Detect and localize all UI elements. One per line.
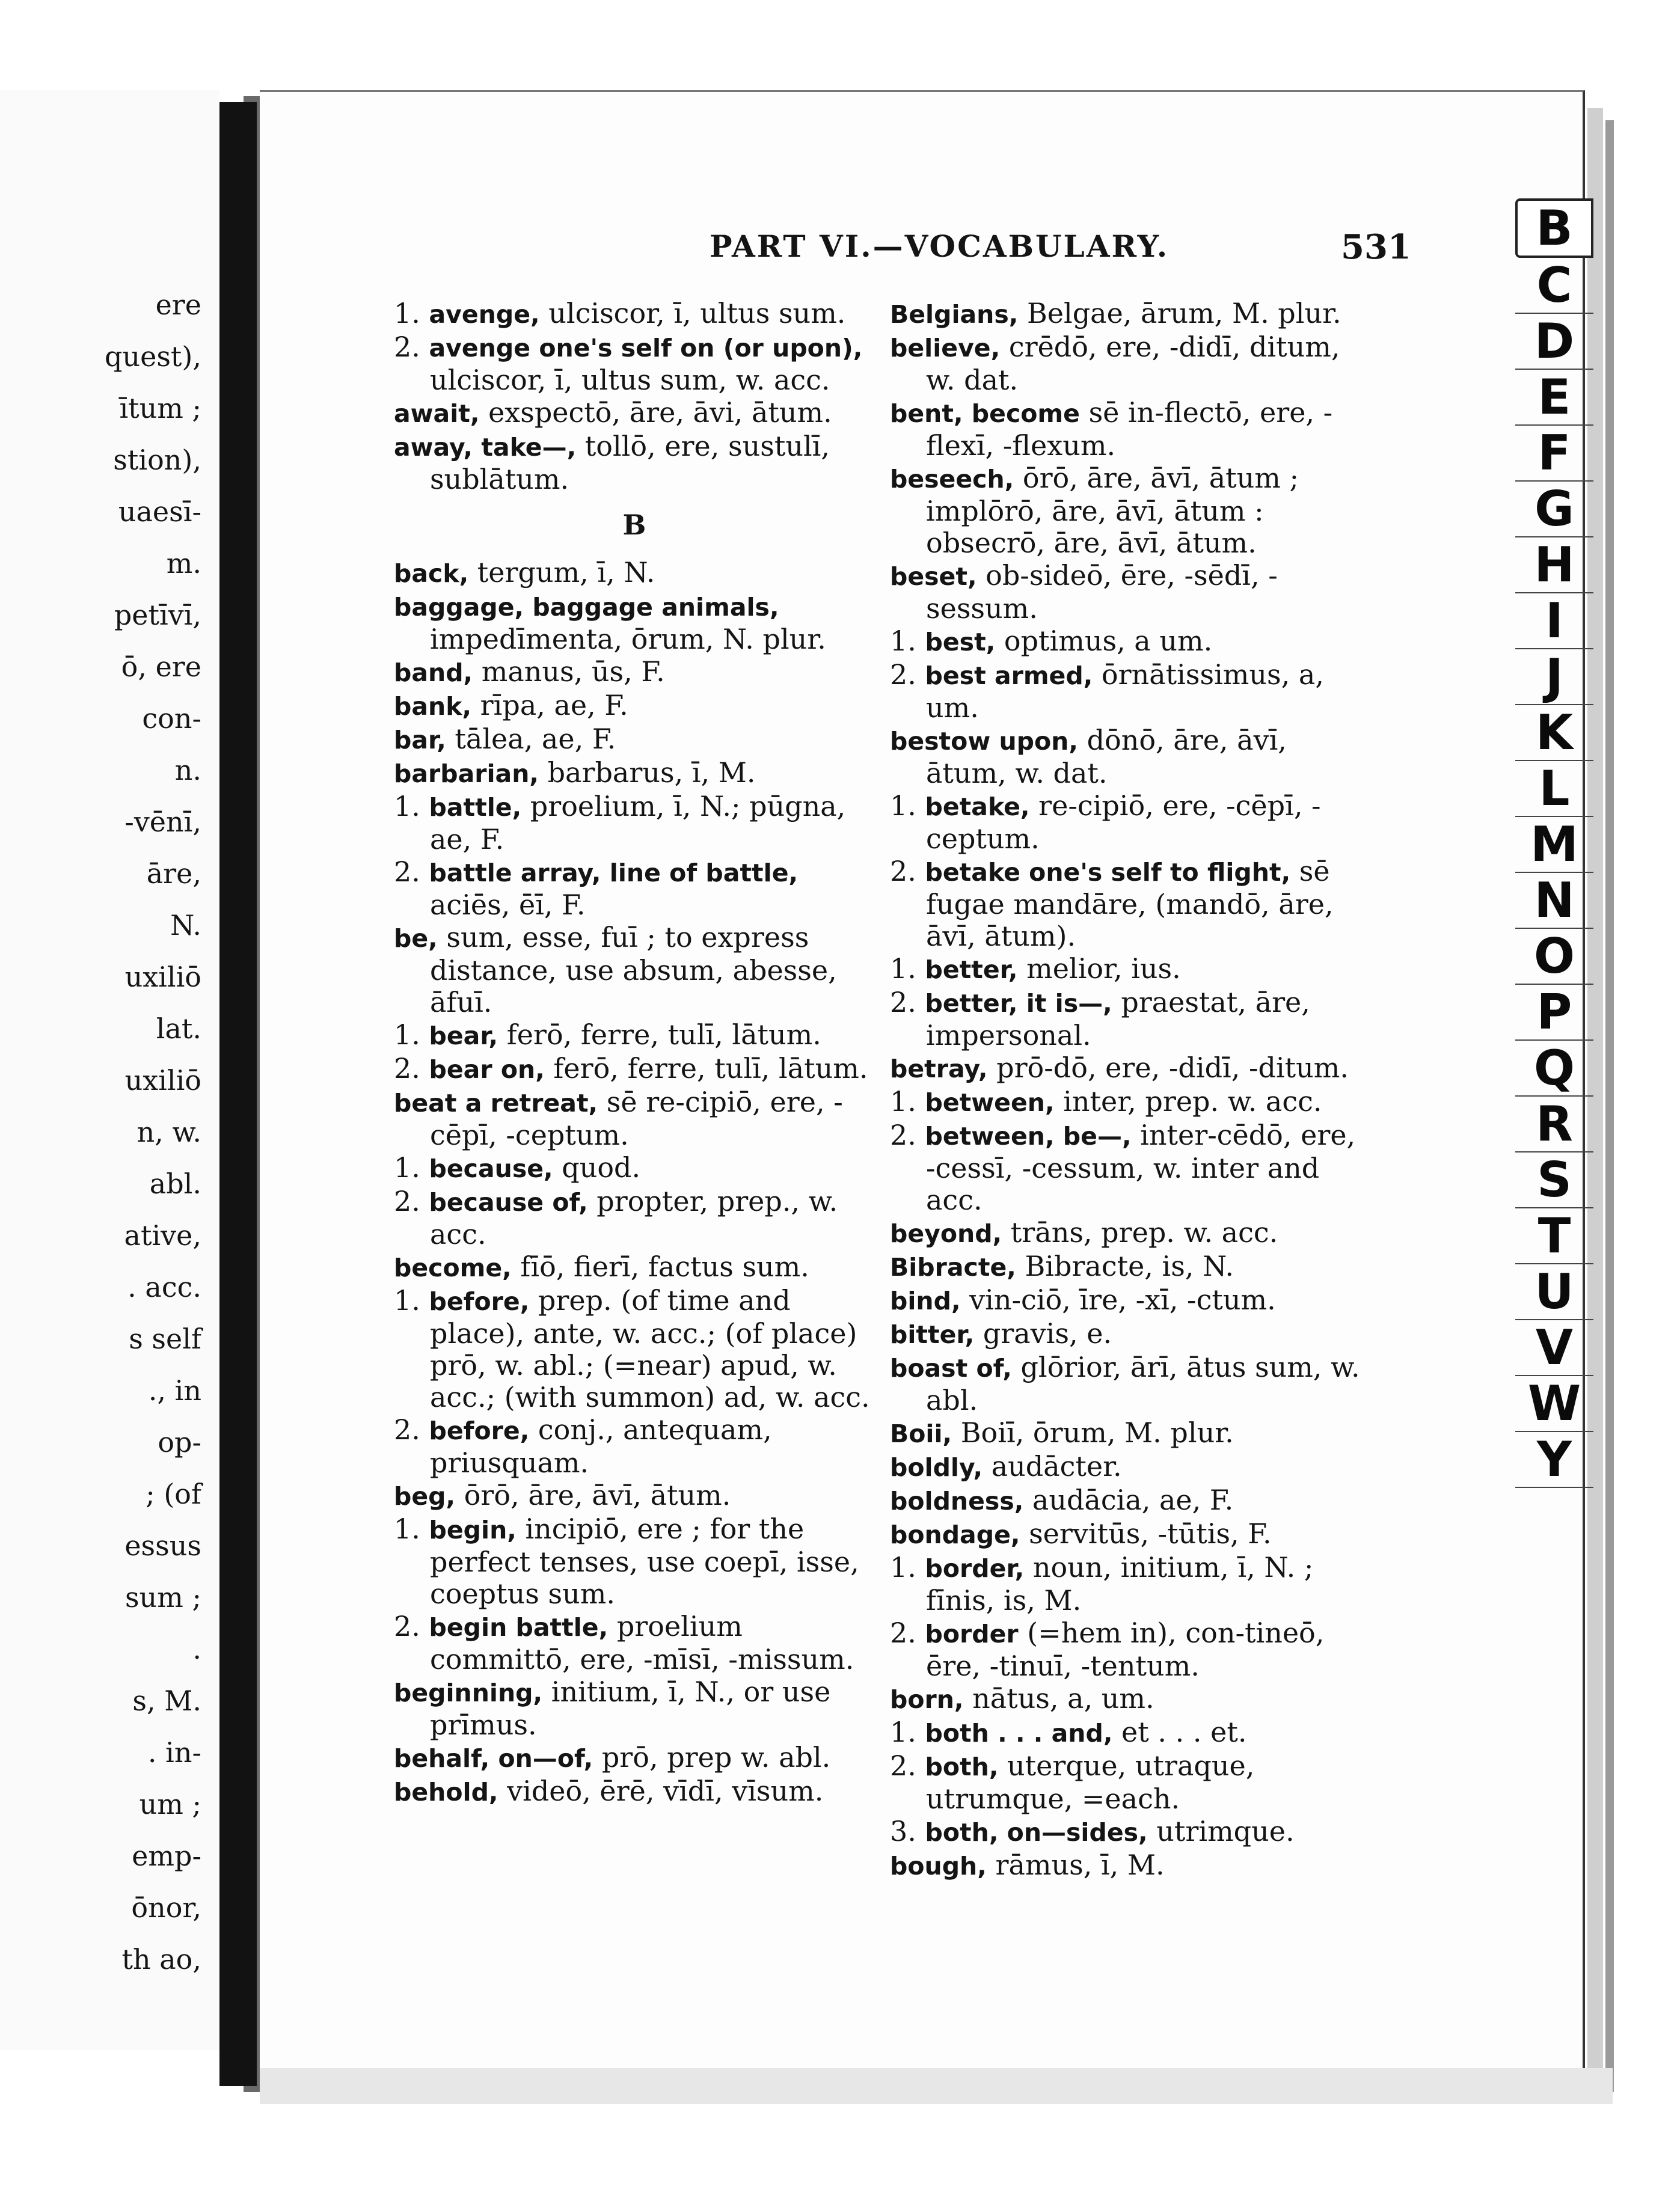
entry-headword: both . . . and, xyxy=(925,1719,1113,1748)
entry-headword: beseech, xyxy=(890,465,1014,494)
entry-headword: band, xyxy=(394,658,473,687)
left-page-text-fragment: . xyxy=(192,1633,201,1665)
left-page-text-fragment: s, M. xyxy=(132,1685,201,1717)
vocab-entry xyxy=(890,1284,1371,1317)
left-page-text-fragment: ere xyxy=(155,289,201,321)
entry-headword: between, xyxy=(925,1088,1055,1117)
vocab-entry xyxy=(394,1186,875,1250)
page-edge-dark xyxy=(1605,120,1614,2092)
entry-number: 1. xyxy=(890,1551,925,1584)
entry-headword: begin battle, xyxy=(429,1613,609,1642)
entry-number: 1. xyxy=(394,1513,429,1545)
entry-headword: before, xyxy=(429,1416,530,1445)
entry-definition: praestat, āre, impersonal. xyxy=(926,986,1310,1051)
thumb-tab-v[interactable]: V xyxy=(1515,1320,1593,1376)
entry-definition: sē fugae mandāre, (mandō, āre, āvī, ātum). xyxy=(926,855,1334,952)
entry-number: 1. xyxy=(394,1284,429,1317)
entry-definition: conj., antequam, priusquam. xyxy=(430,1413,772,1479)
vocab-entry xyxy=(890,659,1371,724)
entry-number: 1. xyxy=(394,1018,429,1051)
entry-definition: incipiō, ere ; for the perfect tenses, use coepī, isse, coeptus sum. xyxy=(430,1513,859,1610)
left-page-text-fragment: uaesī- xyxy=(118,495,201,528)
left-page-text-fragment: abl. xyxy=(149,1168,201,1200)
thumb-tab-e[interactable]: E xyxy=(1515,370,1593,426)
entry-headword: be, xyxy=(394,924,438,953)
entry-definition: uterque, utraque, utrumque, =each. xyxy=(926,1749,1255,1815)
vocab-entry xyxy=(394,430,875,495)
left-page-text-fragment: op- xyxy=(158,1426,201,1459)
entry-headword: bitter, xyxy=(890,1320,975,1349)
entry-definition: Boiī, ōrum, M. plur. xyxy=(960,1416,1234,1449)
vocab-entry xyxy=(890,1683,1371,1716)
left-page-text-fragment: th ao, xyxy=(121,1943,201,1976)
entry-headword: boldness, xyxy=(890,1487,1024,1516)
entry-headword: Boii, xyxy=(890,1419,952,1448)
entry-definition: fīō, fierī, factus sum. xyxy=(520,1250,809,1283)
left-page-text-fragment: stion), xyxy=(113,444,201,476)
vocab-entry xyxy=(394,1480,875,1513)
left-page-text-fragment: ītum ; xyxy=(119,392,201,424)
left-page-text-fragment: uxiliō xyxy=(124,1064,201,1097)
left-page-text-fragment: con- xyxy=(142,702,201,735)
entry-headword: back, xyxy=(394,559,469,588)
vocab-entry xyxy=(394,557,875,590)
entry-headword: avenge, xyxy=(429,300,540,329)
entry-definition: ōrō, āre, āvī, ātum ; implōrō, āre, āvī, ātum : obsecrō, āre, āvī, ātum. xyxy=(926,462,1299,559)
entry-definition: glōrior, ārī, ātus sum, w. abl. xyxy=(926,1351,1360,1416)
left-page-fragment xyxy=(0,90,219,2050)
vocab-entry xyxy=(890,1716,1371,1749)
entry-definition: videō, ērē, vīdī, vīsum. xyxy=(507,1775,824,1807)
vocab-entry xyxy=(890,1484,1371,1517)
entry-number: 1. xyxy=(394,790,429,822)
entry-definition: inter-cēdō, ere, -cessī, -cessum, w. inter and acc. xyxy=(926,1119,1356,1216)
entry-definition: dōnō, āre, āvī, ātum, w. dat. xyxy=(926,724,1287,789)
entry-headword: bestow upon, xyxy=(890,727,1078,756)
entry-headword: bar, xyxy=(394,726,446,755)
entry-headword: baggage, baggage animals, xyxy=(394,593,779,622)
entry-number: 1. xyxy=(394,297,429,329)
vocab-entry xyxy=(890,1617,1371,1682)
entry-number: 2. xyxy=(394,1610,429,1642)
entry-headword: beset, xyxy=(890,562,977,591)
entry-definition: audācia, ae, F. xyxy=(1032,1484,1234,1516)
entry-headword: bank, xyxy=(394,692,472,721)
left-page-text-fragment: ; (of xyxy=(146,1478,201,1510)
entry-definition: ferō, ferre, tulī, lātum. xyxy=(506,1018,821,1051)
thumb-tab-h[interactable]: H xyxy=(1515,537,1593,593)
vocab-entry xyxy=(890,1518,1371,1551)
entry-definition: optimus, a um. xyxy=(1004,625,1213,657)
entry-number: 2. xyxy=(890,986,925,1018)
book-spine xyxy=(219,102,257,2086)
thumb-tab-o[interactable]: O xyxy=(1515,929,1593,985)
entry-headword: betray, xyxy=(890,1054,988,1083)
entry-headword: boldly, xyxy=(890,1453,983,1482)
left-page-text-fragment: emp- xyxy=(132,1840,201,1872)
left-page-text-fragment: N. xyxy=(170,909,201,941)
thumb-index xyxy=(1515,198,1593,1488)
left-page-text-fragment: sum ; xyxy=(125,1581,201,1614)
vocab-entry xyxy=(394,856,875,921)
entry-definition: propter, prep., w. acc. xyxy=(430,1185,838,1250)
vocab-entry xyxy=(890,1417,1371,1450)
entry-definition: rīpa, ae, F. xyxy=(480,689,628,721)
entry-definition: trāns, prep. w. acc. xyxy=(1010,1216,1278,1249)
left-page-text-fragment: lat. xyxy=(156,1012,201,1045)
entry-definition: initium, ī, N., or use prīmus. xyxy=(430,1676,831,1741)
entry-number: 2. xyxy=(394,856,429,888)
vocab-entry xyxy=(890,397,1371,462)
entry-definition: servitūs, -tūtis, F. xyxy=(1029,1517,1272,1550)
thumb-tab-n[interactable]: N xyxy=(1515,873,1593,929)
entry-definition: re-cipiō, ere, -cēpī, -ceptum. xyxy=(926,789,1321,855)
vocab-entry xyxy=(394,1086,875,1151)
entry-headword: before, xyxy=(429,1287,530,1316)
vocab-entry xyxy=(394,757,875,790)
vocab-entry xyxy=(394,1285,875,1413)
entry-headword: best, xyxy=(925,628,996,657)
entry-definition: proelium, ī, N.; pūgna, ae, F. xyxy=(430,790,846,856)
entry-definition: utrimque. xyxy=(1156,1815,1295,1847)
entry-definition: (=hem in), con-tineō, ēre, -tinuī, -tentum. xyxy=(926,1617,1325,1682)
thumb-tab-r[interactable]: R xyxy=(1515,1097,1593,1152)
entry-headword: beginning, xyxy=(394,1679,543,1707)
entry-definition: Bibracte, is, N. xyxy=(1025,1250,1234,1282)
vocab-entry xyxy=(890,331,1371,396)
vocab-entry xyxy=(394,590,875,655)
entry-headword: battle, xyxy=(429,793,522,822)
entry-number: 1. xyxy=(394,1151,429,1184)
left-page-text-fragment: āre, xyxy=(146,857,201,890)
entry-headword: barbarian, xyxy=(394,759,539,788)
entry-headword: bondage, xyxy=(890,1520,1020,1549)
entry-definition: prō, prep w. abl. xyxy=(601,1741,831,1774)
vocab-entry xyxy=(890,625,1371,658)
entry-headword: bear on, xyxy=(429,1055,545,1084)
entry-definition: noun, initium, ī, N. ; fīnis, is, M. xyxy=(926,1551,1314,1617)
vocab-entry xyxy=(890,560,1371,625)
entry-definition: ferō, ferre, tulī, lātum. xyxy=(553,1052,868,1085)
vocab-entry xyxy=(890,1250,1371,1284)
entry-headword: beyond, xyxy=(890,1219,1002,1248)
entry-definition: ōrō, āre, āvī, ātum. xyxy=(464,1479,731,1511)
left-page-text-fragment: . in- xyxy=(147,1736,201,1769)
entry-number: 2. xyxy=(890,1119,925,1151)
vocab-entry xyxy=(890,1052,1371,1085)
entry-number: 2. xyxy=(890,1617,925,1649)
thumb-tab-s[interactable]: S xyxy=(1515,1152,1593,1208)
vocabulary-column-left xyxy=(394,298,875,1809)
entry-definition: et . . . et. xyxy=(1121,1716,1247,1748)
entry-headword: bind, xyxy=(890,1287,961,1315)
vocab-entry xyxy=(394,298,875,331)
vocab-entry xyxy=(890,1086,1371,1119)
thumb-tab-y[interactable]: Y xyxy=(1515,1432,1593,1488)
entry-headword: bear, xyxy=(429,1021,498,1050)
entry-number: 2. xyxy=(394,1413,429,1446)
entry-definition: exspectō, āre, āvi, ātum. xyxy=(488,396,832,429)
entry-number: 2. xyxy=(394,331,429,363)
entry-definition: sē re-cipiō, ere, -cēpī, -ceptum. xyxy=(430,1086,843,1151)
entry-definition: prep. (of time and place), ante, w. acc.; (of place) prō, w. abl.; (=near) apud, w. acc.; (with summon) ad, w. acc. xyxy=(430,1284,870,1413)
entry-headword: born, xyxy=(890,1685,964,1714)
entry-number: 1. xyxy=(890,625,925,657)
thumb-tab-p[interactable]: P xyxy=(1515,985,1593,1041)
entry-number: 2. xyxy=(394,1052,429,1085)
vocab-entry xyxy=(890,298,1371,331)
thumb-tab-b[interactable]: B xyxy=(1515,198,1593,258)
vocab-entry xyxy=(394,656,875,689)
vocab-entry xyxy=(394,1019,875,1052)
entry-definition: quod. xyxy=(562,1151,641,1184)
vocab-entry xyxy=(394,331,875,396)
left-page-text-fragment: . acc. xyxy=(127,1271,201,1303)
entry-definition: sē in-flectō, ere, -flexī, -flexum. xyxy=(926,396,1333,462)
thumb-tab-k[interactable]: K xyxy=(1515,705,1593,761)
entry-definition: aciēs, ēī, F. xyxy=(430,889,586,921)
thumb-tab-d[interactable]: D xyxy=(1515,314,1593,370)
entry-headword: avenge one's self on (or upon), xyxy=(429,334,863,363)
entry-definition: tollō, ere, sustulī, sublātum. xyxy=(430,430,830,495)
entry-headword: bent, become xyxy=(890,399,1080,428)
vocabulary-column-right xyxy=(890,298,1371,1883)
vocab-entry xyxy=(394,723,875,756)
entry-headword: beat a retreat, xyxy=(394,1089,598,1118)
vocab-entry xyxy=(394,1676,875,1741)
vocab-entry xyxy=(394,1251,875,1284)
vocab-entry xyxy=(890,1217,1371,1250)
thumb-tab-f[interactable]: F xyxy=(1515,426,1593,482)
left-page-text-fragment: petīvī, xyxy=(114,599,201,631)
thumb-tab-i[interactable]: I xyxy=(1515,593,1593,649)
entry-headword: behold, xyxy=(394,1778,498,1807)
entry-headword: Belgians, xyxy=(890,300,1019,329)
left-page-text-fragment: uxiliō xyxy=(124,961,201,993)
entry-headword: bough, xyxy=(890,1852,987,1881)
left-page-text-fragment: quest), xyxy=(105,340,201,373)
entry-definition: Belgae, ārum, M. plur. xyxy=(1026,297,1341,329)
entry-headword: believe, xyxy=(890,334,1001,363)
vocab-entry xyxy=(394,791,875,856)
thumb-tab-j[interactable]: J xyxy=(1515,649,1593,705)
vocab-entry xyxy=(890,1318,1371,1351)
entry-number: 2. xyxy=(890,1749,925,1782)
entry-number: 2. xyxy=(890,658,925,691)
vocab-entry xyxy=(394,1152,875,1185)
entry-definition: ulciscor, ī, ultus sum, w. acc. xyxy=(430,364,830,396)
left-page-text-fragment: -vēnī, xyxy=(124,806,201,838)
entry-number: 1. xyxy=(890,952,925,985)
thumb-tab-w[interactable]: W xyxy=(1515,1376,1593,1432)
entry-definition: barbarus, ī, M. xyxy=(547,756,756,789)
entry-definition: sum, esse, fuī ; to express distance, use absum, abesse, āfuī. xyxy=(430,921,837,1018)
entry-definition: ōrnātissimus, a, um. xyxy=(926,658,1324,724)
left-page-text-fragment: n, w. xyxy=(136,1116,201,1148)
entry-number: 1. xyxy=(890,1085,925,1118)
vocab-entry xyxy=(394,1053,875,1086)
entry-definition: tālea, ae, F. xyxy=(455,723,616,755)
entry-definition: vin-ciō, īre, -xī, -ctum. xyxy=(969,1284,1276,1316)
entry-headword: border xyxy=(925,1620,1019,1648)
thumb-tab-u[interactable]: U xyxy=(1515,1264,1593,1320)
entry-headword: become, xyxy=(394,1253,512,1282)
entry-headword: because, xyxy=(429,1154,553,1183)
vocab-entry xyxy=(890,1750,1371,1815)
vocab-entry xyxy=(394,1414,875,1479)
left-page-text-fragment: ōnor, xyxy=(131,1891,201,1924)
entry-headword: away, take—, xyxy=(394,433,577,462)
entry-number: 1. xyxy=(890,1716,925,1748)
vocab-entry xyxy=(890,1552,1371,1617)
vocab-entry xyxy=(890,953,1371,986)
left-page-text-fragment: ative, xyxy=(124,1219,201,1252)
vocab-entry xyxy=(890,724,1371,789)
entry-headword: better, xyxy=(925,955,1018,984)
entry-headword: betake one's self to flight, xyxy=(925,858,1291,887)
entry-number: 2. xyxy=(394,1185,429,1217)
entry-headword: Bibracte, xyxy=(890,1253,1016,1282)
vocab-entry xyxy=(394,1742,875,1775)
section-letter: B xyxy=(622,509,646,541)
entry-number: 3. xyxy=(890,1815,925,1847)
entry-headword: because of, xyxy=(429,1188,588,1217)
thumb-tab-c[interactable]: C xyxy=(1515,258,1593,314)
entry-definition: ob-sideō, ēre, -sēdī, -sessum. xyxy=(926,559,1278,625)
vocab-entry xyxy=(890,1119,1371,1216)
entry-definition: inter, prep. w. acc. xyxy=(1063,1085,1322,1118)
entry-number: 1. xyxy=(890,789,925,822)
entry-definition: ulciscor, ī, ultus sum. xyxy=(548,297,846,329)
vocab-entry xyxy=(394,397,875,430)
thumb-tab-q[interactable]: Q xyxy=(1515,1041,1593,1097)
vocab-entry xyxy=(890,462,1371,559)
thumb-tab-m[interactable]: M xyxy=(1515,817,1593,873)
entry-headword: both, on—sides, xyxy=(925,1818,1148,1847)
vocab-entry xyxy=(394,690,875,723)
vocab-entry xyxy=(890,856,1371,952)
entry-headword: best armed, xyxy=(925,661,1093,690)
vocab-entry xyxy=(890,1351,1371,1416)
entry-definition: melior, ius. xyxy=(1026,952,1181,985)
entry-definition: rāmus, ī, M. xyxy=(995,1849,1165,1881)
entry-headword: betake, xyxy=(925,792,1030,821)
thumb-tab-l[interactable]: L xyxy=(1515,761,1593,817)
entry-definition: gravis, e. xyxy=(983,1317,1112,1350)
entry-headword: between, be—, xyxy=(925,1122,1132,1151)
running-header: PART VI.—VOCABULARY. xyxy=(710,228,1170,264)
vocab-entry xyxy=(890,987,1371,1051)
entry-headword: beg, xyxy=(394,1482,456,1511)
thumb-tab-g[interactable]: G xyxy=(1515,482,1593,537)
left-page-text-fragment: ō, ere xyxy=(121,650,201,683)
entry-headword: better, it is—, xyxy=(925,989,1112,1018)
left-page-text-fragment: ., in xyxy=(148,1374,201,1407)
entry-definition: nātus, a, um. xyxy=(972,1682,1154,1715)
thumb-tab-t[interactable]: T xyxy=(1515,1208,1593,1264)
vocab-entry xyxy=(394,922,875,1018)
left-page-text-fragment: um ; xyxy=(139,1788,201,1820)
entry-definition: tergum, ī, N. xyxy=(477,556,655,589)
entry-definition: manus, ūs, F. xyxy=(481,655,665,688)
vocab-entry xyxy=(890,1816,1371,1849)
entry-headword: begin, xyxy=(429,1516,517,1544)
vocab-entry xyxy=(890,1849,1371,1882)
left-page-text-fragment: n. xyxy=(174,754,201,786)
page-bottom-shadow xyxy=(260,2068,1613,2104)
vocab-entry xyxy=(394,1611,875,1676)
vocab-entry xyxy=(890,790,1371,855)
vocab-entry xyxy=(394,1513,875,1610)
entry-headword: border, xyxy=(925,1554,1025,1583)
entry-definition: prō-dō, ere, -didī, -ditum. xyxy=(996,1051,1349,1084)
left-page-text-fragment: s self xyxy=(129,1323,201,1355)
entry-definition: audācter. xyxy=(991,1450,1122,1483)
entry-headword: boast of, xyxy=(890,1354,1012,1383)
entry-headword: behalf, on—of, xyxy=(394,1744,593,1773)
vocab-entry xyxy=(890,1451,1371,1484)
entry-headword: await, xyxy=(394,399,480,428)
entry-headword: both, xyxy=(925,1752,999,1781)
entry-definition: impedīmenta, ōrum, N. plur. xyxy=(430,623,826,655)
entry-definition: proelium committō, ere, -mīsī, -missum. xyxy=(430,1610,854,1676)
entry-headword: battle array, line of battle, xyxy=(429,859,799,887)
entry-definition: crēdō, ere, -didī, ditum, w. dat. xyxy=(926,331,1340,396)
left-page-text-fragment: m. xyxy=(166,547,201,580)
entry-number: 2. xyxy=(890,855,925,887)
left-page-text-fragment: essus xyxy=(124,1529,201,1562)
vocab-entry xyxy=(394,1775,875,1808)
page-number: 531 xyxy=(1341,227,1411,267)
